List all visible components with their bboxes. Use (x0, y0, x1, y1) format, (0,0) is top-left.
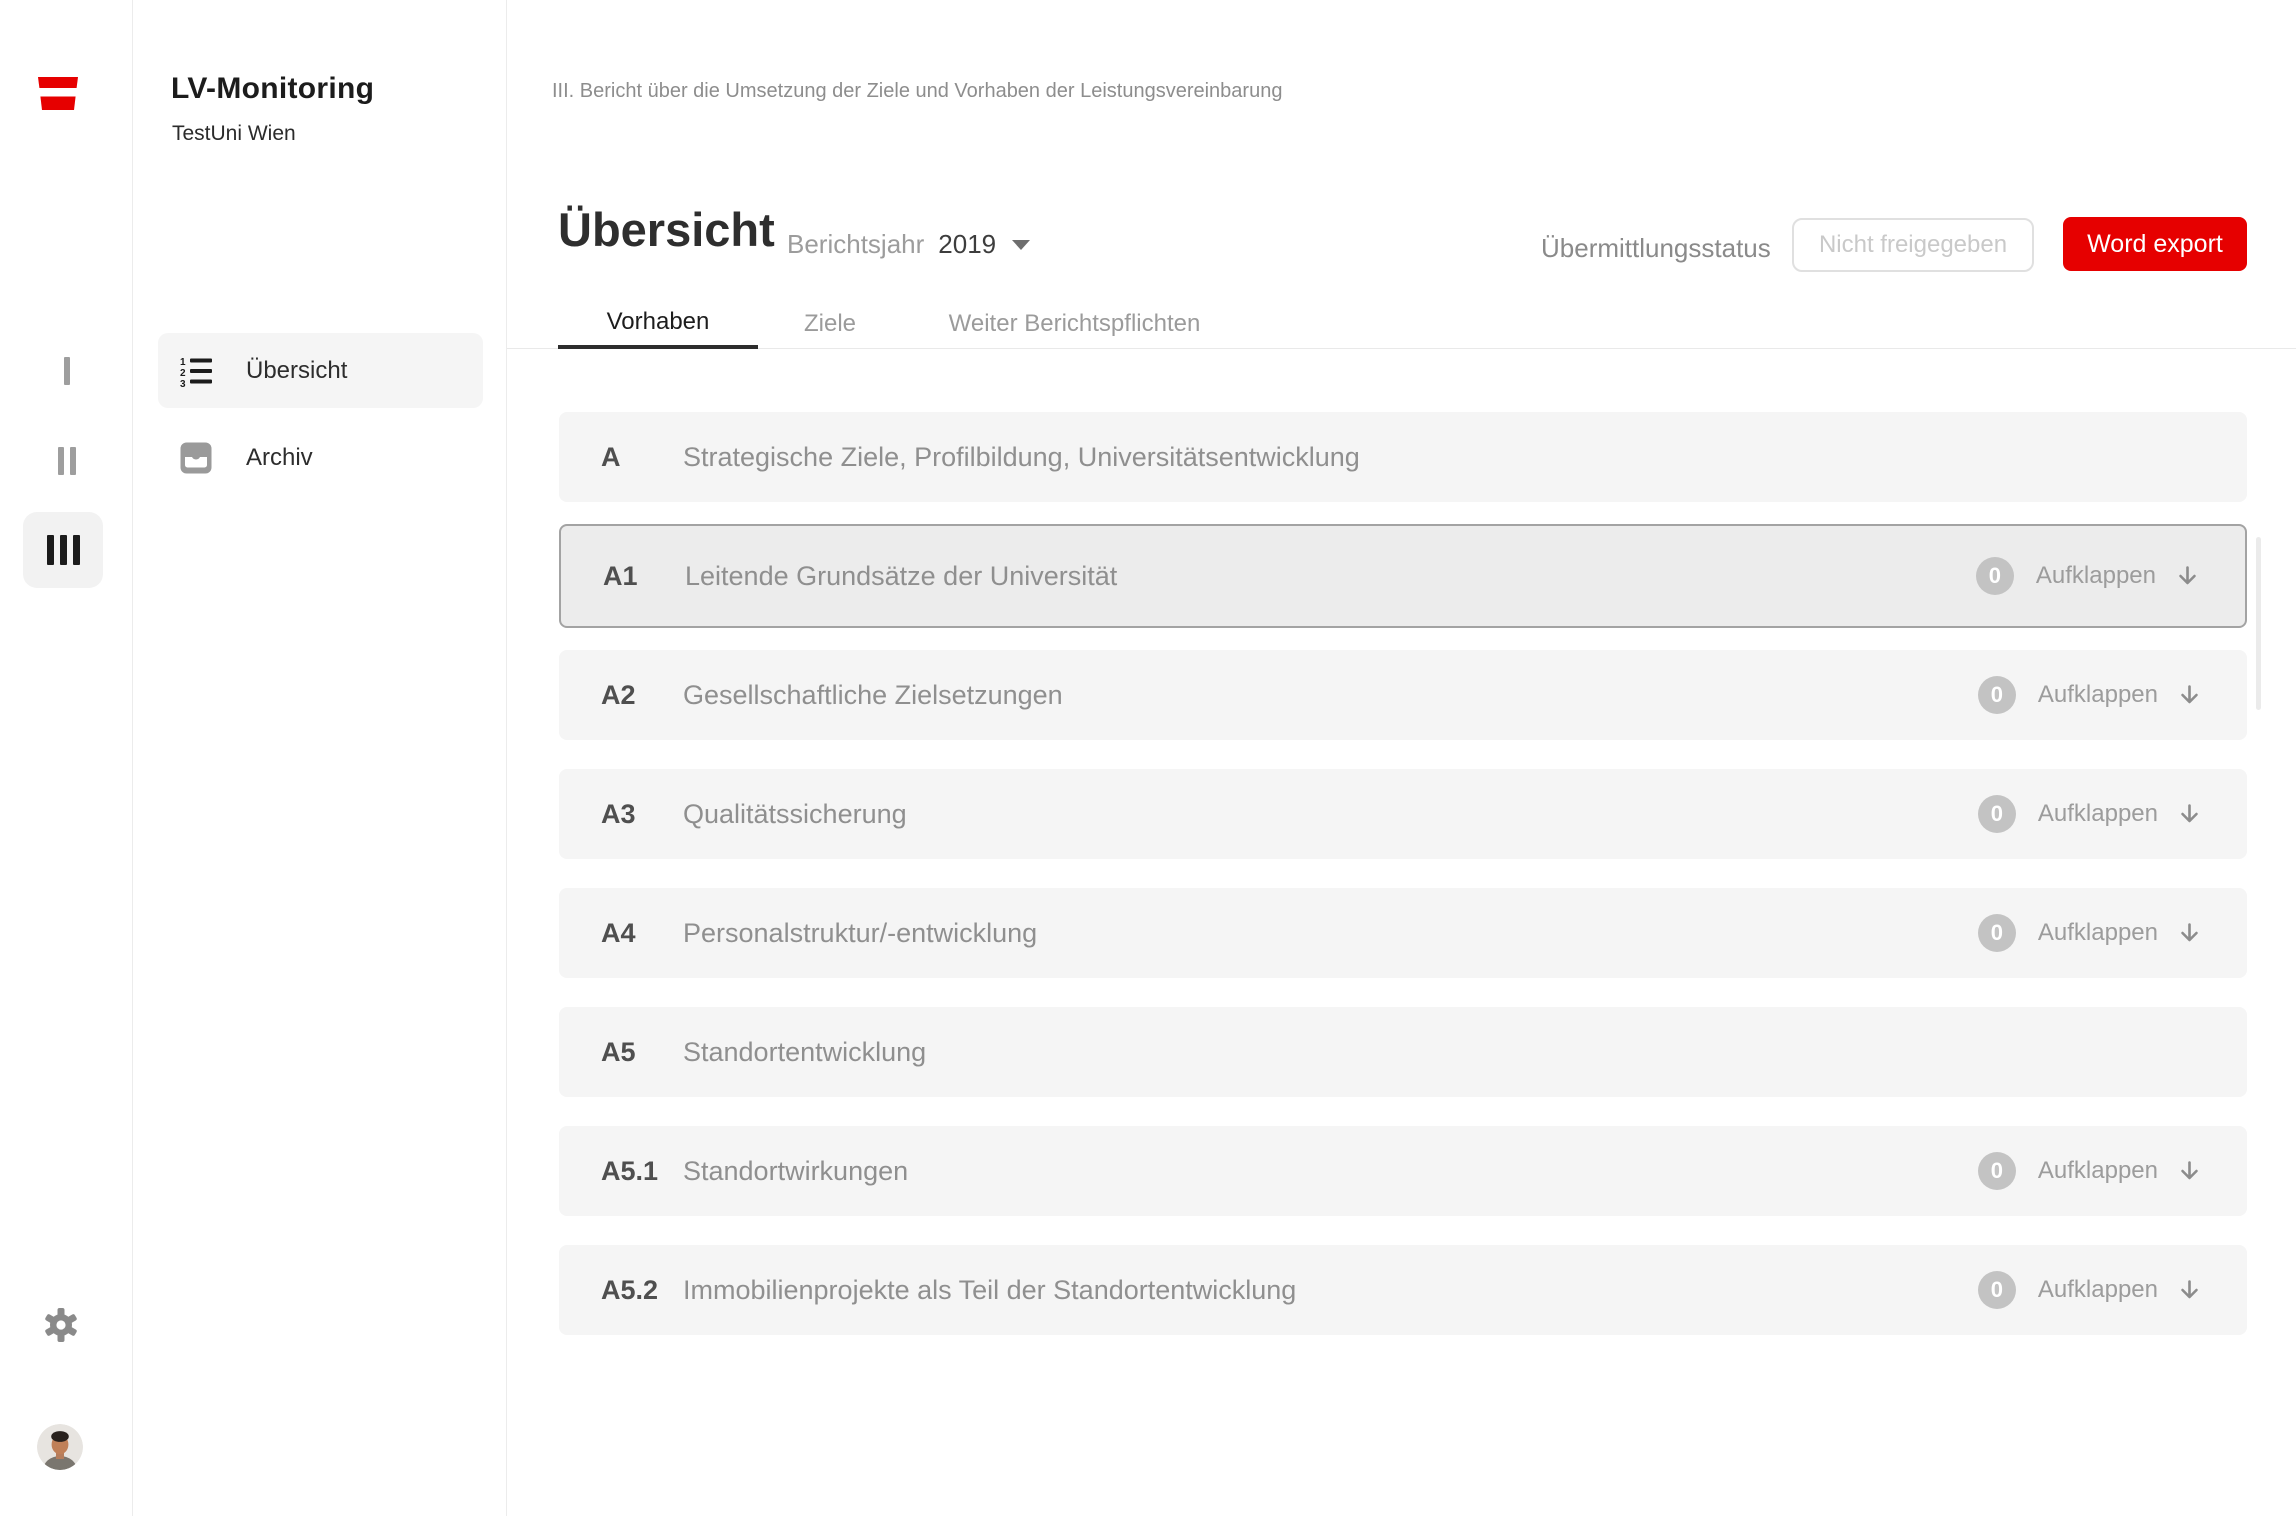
svg-text:1: 1 (180, 356, 186, 368)
list-item-a2[interactable] (559, 650, 2247, 740)
sidebar-menu (158, 333, 483, 495)
list-item-a4[interactable] (559, 888, 2247, 978)
row-code: A5.2 (601, 1274, 659, 1305)
section-III-bar-icon (60, 535, 67, 565)
section-II-bar-icon (58, 447, 64, 475)
count-badge: 0 (1978, 914, 2016, 952)
row-title: Strategische Ziele, Profilbildung, Universitätsentwicklung (683, 441, 1360, 472)
row-code: A (601, 441, 621, 472)
page-title: Übersicht (558, 203, 775, 256)
app-sidebar (134, 0, 507, 1516)
count-badge: 0 (1978, 1152, 2016, 1190)
row-title: Qualitätssicherung (683, 798, 907, 829)
row-title: Standortwirkungen (683, 1155, 909, 1186)
report-year-label: Berichtsjahr (787, 229, 925, 259)
expand-label[interactable]: Aufklappen (2037, 919, 2158, 946)
arrow-down-icon[interactable] (2176, 682, 2203, 709)
sidebar-item-uebersicht[interactable] (158, 333, 483, 408)
sidebar-item-archiv[interactable] (158, 420, 483, 495)
row-code: A3 (601, 798, 636, 829)
row-actions (1978, 795, 2203, 833)
list-item-a1[interactable] (559, 524, 2247, 628)
list-item-a5[interactable] (559, 1007, 2247, 1097)
row-actions (1976, 557, 2201, 595)
rail-section-III-active[interactable] (23, 512, 103, 588)
arrow-down-icon[interactable] (2176, 1277, 2203, 1304)
row-actions (1978, 1152, 2203, 1190)
row-title: Leitende Grundsätze der Universität (685, 560, 1118, 591)
archive-icon (179, 441, 213, 475)
word-export-button[interactable]: Word export (2063, 217, 2247, 271)
report-year-value: 2019 (938, 229, 997, 259)
status-label: Übermittlungsstatus (1541, 233, 1771, 263)
expand-label[interactable]: Aufklappen (2037, 800, 2158, 827)
left-rail (0, 0, 133, 1516)
row-actions (1978, 676, 2203, 714)
row-actions (1978, 914, 2203, 952)
row-actions (1978, 1271, 2203, 1309)
settings-gear-icon[interactable] (43, 1307, 79, 1343)
arrow-down-icon[interactable] (2176, 920, 2203, 947)
section-III-bar-icon (73, 535, 80, 565)
app-subtitle: TestUni Wien (172, 122, 296, 145)
tab-vorhaben[interactable]: Vorhaben (558, 299, 758, 349)
row-code: A4 (601, 917, 636, 948)
row-code: A1 (603, 560, 638, 591)
row-code: A5.1 (601, 1155, 659, 1186)
row-title: Standortentwicklung (683, 1036, 927, 1067)
svg-text:2: 2 (180, 367, 186, 379)
list-item-a[interactable] (559, 412, 2247, 502)
row-code: A5 (601, 1036, 636, 1067)
expand-label[interactable]: Aufklappen (2037, 1157, 2158, 1184)
report-year-dropdown[interactable] (787, 229, 1030, 260)
count-badge: 0 (1976, 557, 2014, 595)
count-badge: 0 (1978, 795, 2016, 833)
sidebar-item-label: Übersicht (246, 356, 348, 384)
row-code: A2 (601, 679, 636, 710)
section-II-bar-icon (70, 447, 76, 475)
row-title: Immobilienprojekte als Teil der Standortentwicklung (683, 1274, 1297, 1305)
section-I-bar-icon (64, 357, 70, 385)
rail-section-I[interactable] (0, 357, 133, 385)
app-title: LV-Monitoring (171, 72, 375, 105)
rail-section-II[interactable] (0, 447, 133, 475)
row-title: Gesellschaftliche Zielsetzungen (683, 679, 1063, 710)
expand-label[interactable]: Aufklappen (2035, 562, 2156, 589)
expand-label[interactable]: Aufklappen (2037, 1276, 2158, 1303)
main-content (507, 0, 2296, 1516)
list-item-a5-1[interactable] (559, 1126, 2247, 1216)
section-III-bar-icon (47, 535, 54, 565)
svg-text:3: 3 (180, 378, 186, 388)
list-item-a5-2[interactable] (559, 1245, 2247, 1335)
arrow-down-icon[interactable] (2176, 801, 2203, 828)
austria-flag-logo (38, 77, 78, 110)
scrollbar-thumb[interactable] (2256, 537, 2261, 710)
arrow-down-icon[interactable] (2176, 1158, 2203, 1185)
tab-ziele[interactable]: Ziele (803, 310, 857, 337)
chapter-list (559, 412, 2247, 1364)
chevron-down-icon (1012, 240, 1030, 250)
arrow-down-icon[interactable] (2174, 563, 2201, 590)
count-badge: 0 (1978, 676, 2016, 714)
tab-weiter-berichtspflichten[interactable]: Weiter Berichtspflichten (948, 310, 1201, 337)
breadcrumb: III. Bericht über die Umsetzung der Ziele und Vorhaben der Leistungsvereinbarung (552, 80, 1283, 102)
expand-label[interactable]: Aufklappen (2037, 681, 2158, 708)
status-badge: Nicht freigegeben (1792, 218, 2034, 272)
user-avatar[interactable] (37, 1424, 83, 1470)
numbered-list-icon (179, 354, 213, 388)
sidebar-item-label: Archiv (246, 443, 313, 471)
row-title: Personalstruktur/-entwicklung (683, 917, 1038, 948)
list-item-a3[interactable] (559, 769, 2247, 859)
count-badge: 0 (1978, 1271, 2016, 1309)
